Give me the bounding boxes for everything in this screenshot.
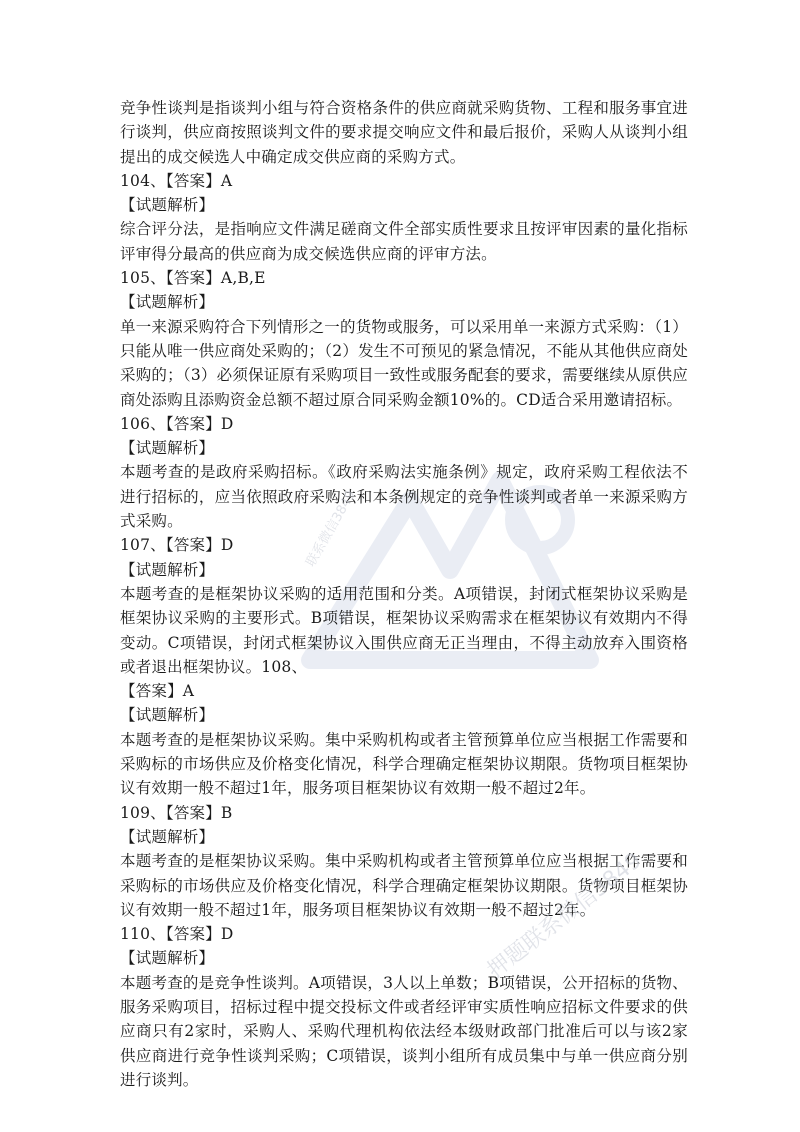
- answer-107: 107、【答案】D: [120, 536, 234, 555]
- analysis-110: 本题考查的是竞争性谈判。A项错误，3人以上单数；B项错误，公开招标的货物、服务采购项目，招标过程中提交投标文件或者经评审实质性响应招标文件要求的供应商只有2家时，采购人、采购代理机构依法经本级财政部门批准后可以与该2家供应商进行竞争性谈判采购；C项错误，谈判小组所有成员集中与单一供应商分别进行谈判。: [120, 973, 688, 1089]
- analysis-heading: 【试题解析】: [120, 827, 215, 846]
- analysis-104: 综合评分法，是指响应文件满足磋商文件全部实质性要求且按评审因素的量化指标评审得分最高的供应商为成交候选供应商的评审方法。: [120, 220, 688, 263]
- analysis-heading: 【试题解析】: [120, 196, 215, 215]
- analysis-heading: 【试题解析】: [120, 560, 215, 579]
- answer-105: 105、【答案】A,B,E: [120, 269, 266, 288]
- paragraph-intro: 竞争性谈判是指谈判小组与符合资格条件的供应商就采购货物、工程和服务事宜进行谈判，供应商按照谈判文件的要求提交响应文件和最后报价，采购人从谈判小组提出的成交候选人中确定成交供应商的采购方式。: [120, 99, 688, 166]
- analysis-heading: 【试题解析】: [120, 439, 215, 458]
- analysis-106: 本题考查的是政府采购招标。《政府采购法实施条例》规定，政府采购工程依法不进行招标的，应当依照政府采购法和本条例规定的竞争性谈判或者单一来源采购方式采购。: [120, 463, 688, 531]
- analysis-heading: 【试题解析】: [120, 706, 215, 725]
- answer-110: 110、【答案】D: [120, 925, 234, 944]
- analysis-109: 本题考查的是框架协议采购。集中采购机构或者主管预算单位应当根据工作需要和采购标的市场供应及价格变化情况，科学合理确定框架协议期限。货物项目框架协议有效期一般不超过1年，服务项目框架协议有效期一般不超过2年。: [120, 852, 688, 919]
- analysis-heading: 【试题解析】: [120, 949, 215, 968]
- analysis-107: 本题考查的是框架协议采购的适用范围和分类。A项错误，封闭式框架协议采购是框架协议采购的主要形式。B项错误，框架协议采购需求在框架协议有效期内不得变动。C项错误，封闭式框架协议入围供应商无正当理由，不得主动放弃入围资格或者退出框架协议。108、: [120, 584, 688, 676]
- document-body: [120, 96, 688, 1092]
- analysis-108: 本题考查的是框架协议采购。集中采购机构或者主管预算单位应当根据工作需要和采购标的市场供应及价格变化情况，科学合理确定框架协议期限。货物项目框架协议有效期一般不超过1年，服务项目框架协议有效期一般不超过2年。: [120, 730, 688, 798]
- answer-109: 109、【答案】B: [120, 803, 233, 822]
- analysis-heading: 【试题解析】: [120, 293, 215, 312]
- answer-104: 104、【答案】A: [120, 171, 233, 190]
- analysis-105: 单一来源采购符合下列情形之一的货物或服务，可以采用单一来源方式采购：（1）只能从唯一供应商处采购的；（2）发生不可预见的紧急情况，不能从其他供应商处采购的；（3）必须保证原有采购项目一致性或服务配套的要求，需要继续从原供应商处添购且添购资金总额不超过原合同采购金额10%的。CD适合采用邀请招标。: [120, 317, 688, 409]
- watermark-text-lower: 押题联系微信3849: [483, 848, 647, 984]
- watermark-text-upper: 联系微信3849: [303, 488, 360, 570]
- answer-108: 【答案】A: [120, 682, 195, 701]
- answer-106: 106、【答案】D: [120, 414, 234, 433]
